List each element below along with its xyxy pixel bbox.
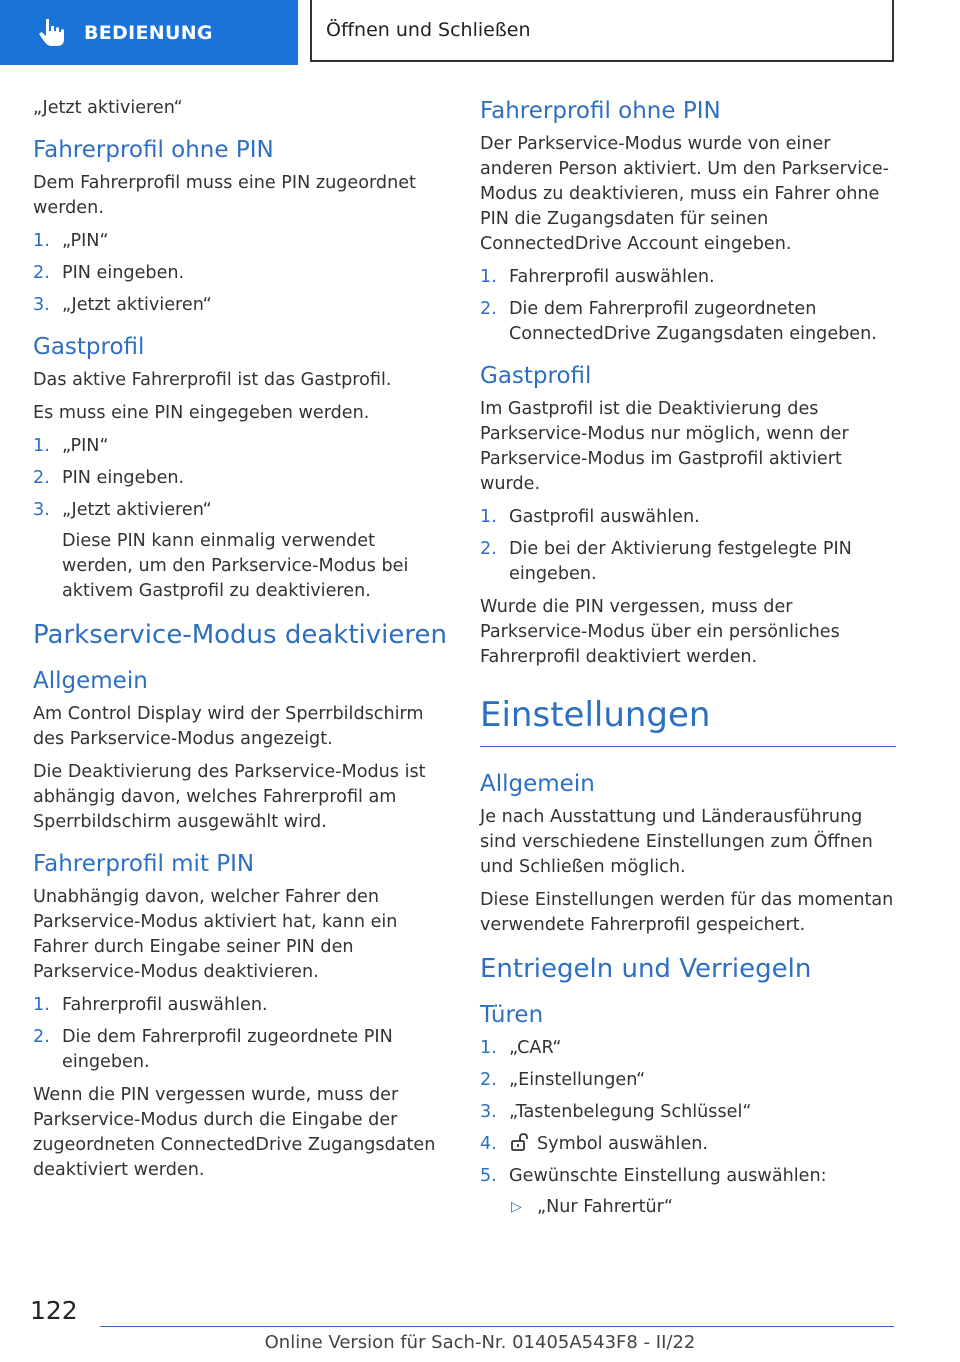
chapter-title: Öffnen und Schließen xyxy=(310,0,894,62)
step-number: 1. xyxy=(33,436,50,456)
step-note: Diese PIN kann einmalig verwendet werden, um den Parkservice-Modus bei aktivem Gastprofil zu deaktivieren. xyxy=(62,531,409,601)
paragraph: Im Gastprofil ist die Deaktivierung des Parkservice-Modus nur möglich, wenn der Parkservice-Modus im Gastprofil aktiviert wurde. xyxy=(480,399,849,494)
paragraph: Es muss eine PIN eingegeben werden. xyxy=(33,403,370,423)
paragraph: Wenn die PIN vergessen wurde, muss der Parkservice-Modus durch die Eingabe der zugeordneten ConnectedDrive Zugangsdaten deaktiviert werden. xyxy=(33,1085,436,1180)
heading-parkservice-deaktivieren: Parkservice-Modus deaktivieren xyxy=(33,620,447,650)
step-number: 1. xyxy=(480,1038,497,1058)
hand-pointer-icon xyxy=(32,13,72,53)
step-text: Die dem Fahrerprofil zugeordneten ConnectedDrive Zugangsdaten eingeben. xyxy=(509,299,877,344)
paragraph: Der Parkservice-Modus wurde von einer anderen Person aktiviert. Um den Parkservice-Modus zu deaktivieren, muss ein Fahrer ohne PIN die Zugangsdaten für seinen ConnectedDrive Account eingeben. xyxy=(480,134,889,254)
step-text: Fahrerprofil auswählen. xyxy=(62,995,268,1015)
left-column xyxy=(33,96,449,1191)
footer-online-version: Online Version für Sach-Nr. 01405A543F8 - II/22 xyxy=(264,1332,696,1353)
step-text: PIN eingeben. xyxy=(62,468,185,488)
step-text: „Einstellungen“ xyxy=(509,1070,646,1090)
intro-text: „Jetzt aktivieren“ xyxy=(33,98,183,118)
page-number: 122 xyxy=(30,1296,78,1325)
list-item xyxy=(33,261,449,286)
list-item xyxy=(480,1132,896,1157)
paragraph: Diese Einstellungen werden für das momentan verwendete Fahrerprofil gespeichert. xyxy=(480,890,894,935)
list-item xyxy=(33,993,449,1018)
paragraph: Unabhängig davon, welcher Fahrer den Parkservice-Modus aktiviert hat, kann ein Fahrer durch Eingabe seiner PIN den Parkservice-Modus deaktivieren. xyxy=(33,887,398,982)
steps-gastprofil xyxy=(33,434,449,604)
step-number: 2. xyxy=(480,1070,497,1090)
triangle-bullet-icon: ▷ xyxy=(511,1199,522,1215)
list-item xyxy=(480,505,896,530)
step-text: Gastprofil auswählen. xyxy=(509,507,700,527)
step-number: 1. xyxy=(33,231,50,251)
step-text: „PIN“ xyxy=(62,231,109,251)
heading-fahrerprofil-ohne-pin: Fahrerprofil ohne PIN xyxy=(480,98,721,124)
step-text: PIN eingeben. xyxy=(62,263,185,283)
heading-allgemein: Allgemein xyxy=(480,771,595,797)
list-item xyxy=(480,297,896,347)
paragraph: Je nach Ausstattung und Länderausführung sind verschiedene Einstellungen zum Öffnen und Schließen möglich. xyxy=(480,807,873,877)
step-number: 3. xyxy=(33,500,50,520)
list-item xyxy=(480,1100,896,1125)
step-number: 2. xyxy=(480,299,497,319)
step-number: 2. xyxy=(33,263,50,283)
step-text: Fahrerprofil auswählen. xyxy=(509,267,715,287)
section-label: BEDIENUNG xyxy=(84,21,213,44)
steps-mit-pin xyxy=(33,993,449,1075)
heading-entriegeln-verriegeln: Entriegeln und Verriegeln xyxy=(480,954,812,984)
steps-ohne-pin xyxy=(33,229,449,318)
step-text: Gewünschte Einstellung auswählen: xyxy=(509,1166,827,1186)
list-item xyxy=(480,1068,896,1093)
sub-list-item xyxy=(509,1195,896,1220)
step-number: 2. xyxy=(33,1027,50,1047)
step-number: 4. xyxy=(480,1134,497,1154)
steps-tueren xyxy=(480,1036,896,1220)
step-number: 1. xyxy=(480,507,497,527)
step-text: „CAR“ xyxy=(509,1038,562,1058)
step-number: 5. xyxy=(480,1166,497,1186)
unlock-icon xyxy=(509,1132,531,1152)
step-number: 1. xyxy=(480,267,497,287)
heading-tueren: Türen xyxy=(480,1002,544,1028)
paragraph: Dem Fahrerprofil muss eine PIN zugeordnet werden. xyxy=(33,173,416,218)
list-item xyxy=(480,1036,896,1061)
step-text: Symbol auswählen. xyxy=(537,1134,709,1154)
steps-gastprofil-right xyxy=(480,505,896,587)
step-text: „PIN“ xyxy=(62,436,109,456)
list-item xyxy=(33,466,449,491)
heading-allgemein: Allgemein xyxy=(33,668,148,694)
list-item xyxy=(33,498,449,604)
sub-item-text: „Nur Fahrertür“ xyxy=(537,1197,673,1217)
heading-gastprofil: Gastprofil xyxy=(480,363,592,389)
paragraph: Am Control Display wird der Sperrbildschirm des Parkservice-Modus angezeigt. xyxy=(33,704,424,749)
paragraph: Wurde die PIN vergessen, muss der Parkservice-Modus über ein persönliches Fahrerprofil deaktiviert werden. xyxy=(480,597,840,667)
step-text: Die bei der Aktivierung festgelegte PIN eingeben. xyxy=(509,539,852,584)
step-number: 2. xyxy=(480,539,497,559)
step-number: 3. xyxy=(480,1102,497,1122)
right-column xyxy=(480,96,896,1228)
step-number: 2. xyxy=(33,468,50,488)
steps-ohne-pin-right xyxy=(480,265,896,347)
step-text: „Jetzt aktivieren“ xyxy=(62,295,212,315)
heading-fahrerprofil-ohne-pin: Fahrerprofil ohne PIN xyxy=(33,137,274,163)
list-item xyxy=(33,229,449,254)
list-item xyxy=(33,293,449,318)
footer-divider xyxy=(100,1326,894,1327)
step-number: 1. xyxy=(33,995,50,1015)
paragraph: Die Deaktivierung des Parkservice-Modus ist abhängig davon, welches Fahrerprofil am Sperrbildschirm ausgewählt wird. xyxy=(33,762,426,832)
step-text: „Jetzt aktivieren“ xyxy=(62,500,212,520)
step-text: Die dem Fahrerprofil zugeordnete PIN eingeben. xyxy=(62,1027,393,1072)
sub-list xyxy=(509,1195,896,1220)
step-number: 3. xyxy=(33,295,50,315)
list-item xyxy=(33,434,449,459)
section-tab xyxy=(0,0,298,65)
heading-fahrerprofil-mit-pin: Fahrerprofil mit PIN xyxy=(33,851,255,877)
paragraph: Das aktive Fahrerprofil ist das Gastprofil. xyxy=(33,370,392,390)
step-text: „Tastenbelegung Schlüssel“ xyxy=(509,1102,752,1122)
heading-gastprofil: Gastprofil xyxy=(33,334,145,360)
list-item xyxy=(33,1025,449,1075)
list-item xyxy=(480,1164,896,1220)
list-item xyxy=(480,265,896,290)
list-item xyxy=(480,537,896,587)
heading-einstellungen: Einstellungen xyxy=(480,690,896,747)
